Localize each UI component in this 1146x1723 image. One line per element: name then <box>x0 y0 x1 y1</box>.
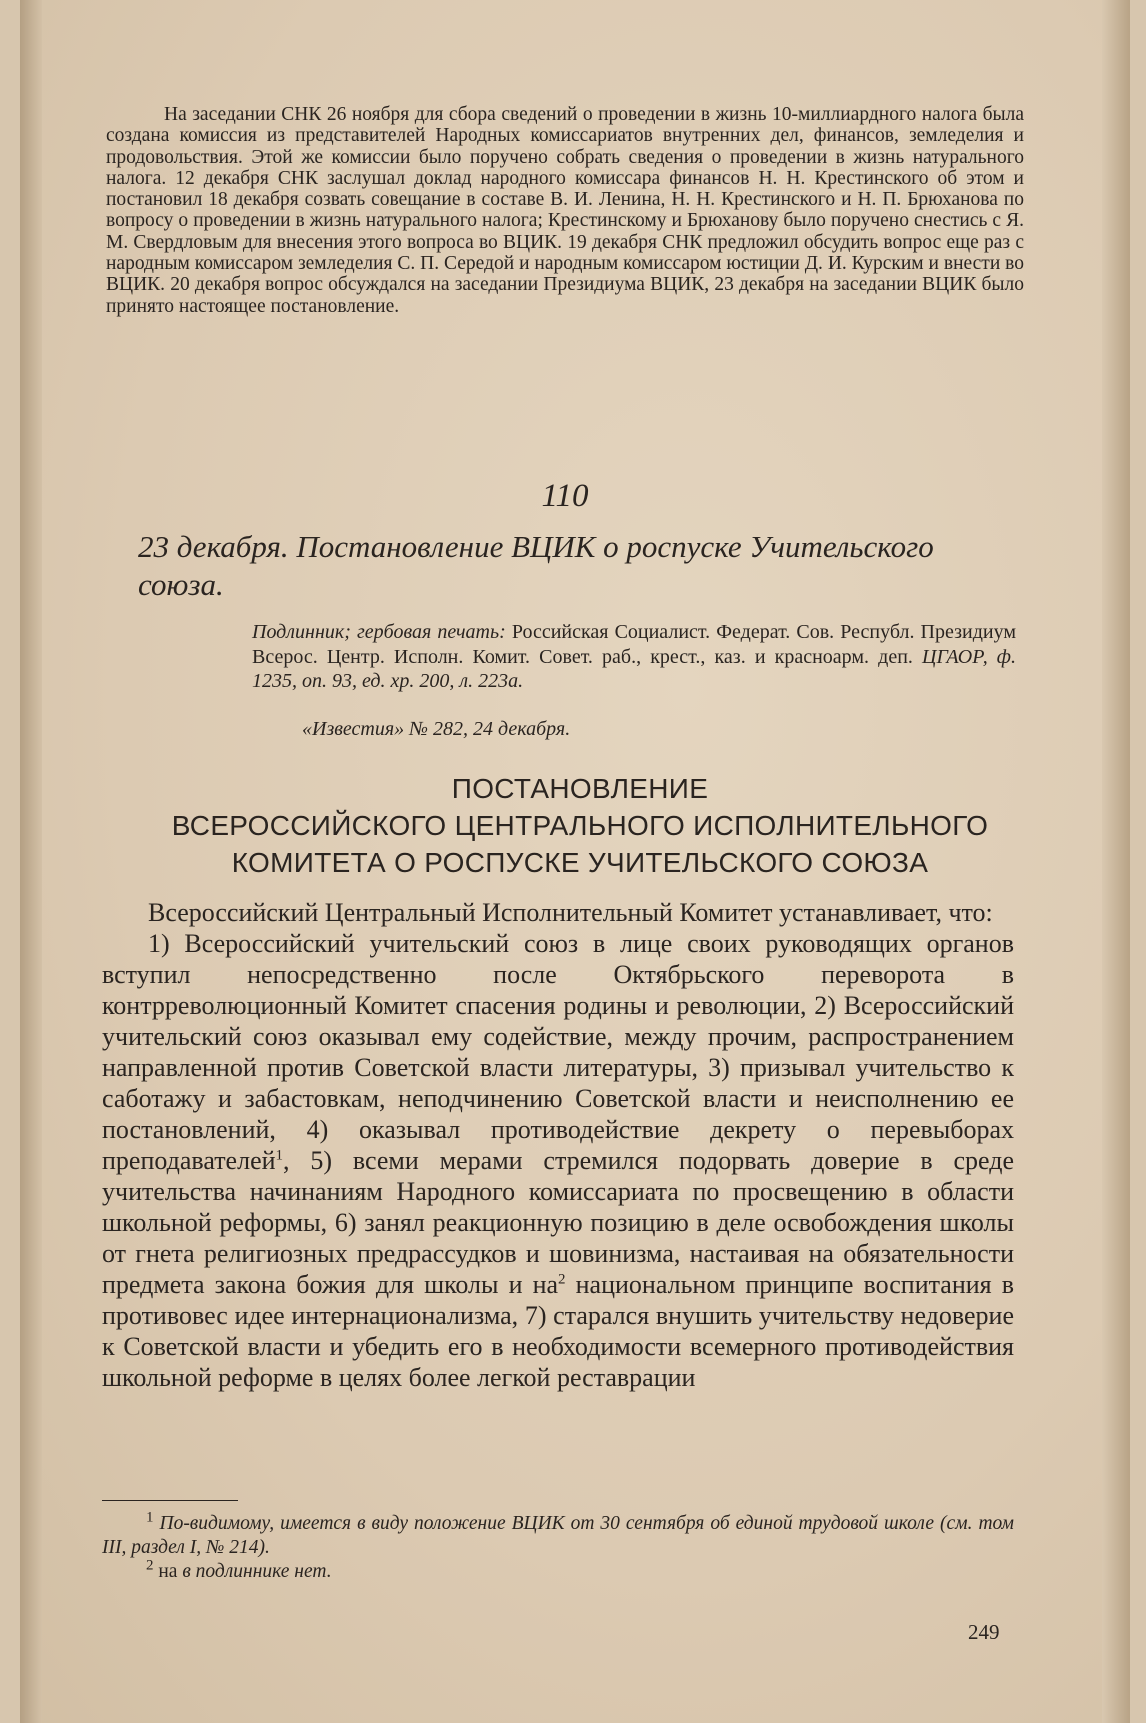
source-label: Подлинник; гербовая печать: <box>252 621 506 643</box>
title-line-3: КОМИТЕТА О РОСПУСКЕ УЧИТЕЛЬСКОГО СОЮЗА <box>231 847 929 878</box>
footnote-ref-1: 1 <box>275 1147 284 1164</box>
footnote-ref-2: 2 <box>558 1271 566 1288</box>
body-paragraph-2 <box>102 928 1014 1393</box>
intro-paragraph: На заседании СНК 26 ноября для сбора сведений о проведении в жизнь 10-миллиардного налога была создана комиссия из представителей Народных комиссариатов внутренних дел, финансов, земледелия и продовольствия. Этой же комиссии было поручено собрать сведения о проведении в жизнь натурального налога. 12 декабря СНК заслушал доклад народного комиссара финансов Н. Н. Крестинского об этом и постановил 18 декабря созвать совещание в составе В. И. Ленина, Н. Н. Крестинского и Н. П. Брюханова по вопросу о проведении в жизнь натурального налога; Крестинскому и Брюханову было поручено снестись с Я. М. Свердловым для внесения этого вопроса во ВЦИК. 19 декабря СНК предложил обсудить вопрос еще раз с народным комиссаром земледелия С. П. Середой и народным комиссаром юстиции Д. И. Курским и внести во ВЦИК. 20 декабря вопрос обсуждался на заседании Президиума ВЦИК, 23 декабря на заседании ВЦИК было принято настоящее постановление. <box>106 104 1024 317</box>
book-page <box>20 0 1130 1723</box>
page-number: 249 <box>968 1620 1000 1644</box>
archive-reference: ЦГАОР, ф. 1235, оп. 93, ед. хр. 200, л. 223а. <box>252 645 1016 692</box>
source-text: Российская Социалист. Федерат. Сов. Республ. Президиум Всерос. Центр. Исполн. Комит. Совет. раб., крест., каз. и красноарм. деп. <box>252 621 1016 668</box>
body-text-part-a: 1) Всероссийский учительский союз в лице своих руководящих органов вступил непосредственно после Октябрьского переворота в контрреволюционный Комитет спасения родины и революции, 2) Всероссийский учительский союз оказывал ему содействие, между прочим, распространением направленной против Советской власти литературы, 3) призывал учительство к саботажу и забастовкам, неподчинению Советской власти и неисполнению ее постановлений, 4) оказывал противодействие декрету о перевыборах преподавателей <box>102 929 1014 1175</box>
footnote-1-text: По-видимому, имеется в виду положение ВЦИК от 30 сентября об единой трудовой школе (см. том III, раздел I, № 214). <box>102 1513 1014 1558</box>
footnote-2 <box>102 1557 1014 1584</box>
document-heading: 23 декабря. Постановление ВЦИК о роспуске Учительского союза. <box>138 529 934 602</box>
title-line-2: ВСЕРОССИЙСКОГО ЦЕНТРАЛЬНОГО ИСПОЛНИТЕЛЬНОГО <box>171 810 989 841</box>
page-gutter-shadow <box>20 0 42 1723</box>
resolution-title <box>80 770 1080 881</box>
publication-reference: «Известия» № 282, 24 декабря. <box>302 718 571 740</box>
body-text-part-c: национальном принципе воспитания в противовес идее интернационализма, 7) старался внушить учительству недоверие к Советской власти и убедить его в необходимости всемерного противодействия школьной реформе в целях более легкой реставрации <box>102 1270 1014 1392</box>
footnote-1-mark: 1 <box>146 1509 154 1526</box>
footnote-2-plain: на <box>158 1561 178 1582</box>
footnote-1 <box>102 1509 1014 1560</box>
footnotes <box>102 1509 1014 1584</box>
document-number: 110 <box>541 478 589 514</box>
footnote-divider <box>102 1500 238 1501</box>
source-note <box>252 620 1016 694</box>
footnote-2-mark: 2 <box>146 1557 154 1574</box>
body-text-part-b: , 5) всеми мерами стремился подорвать доверие в среде учительства начинаниям Народного комиссариата по просвещению в области школьной реформы, 6) занял реакционную позицию в деле освобождения школы от гнета религиозных предрассудков и шовинизма, настаивая на обязательности предмета закона божия для школы и на <box>102 1146 1014 1299</box>
resolution-body <box>102 897 1014 1393</box>
title-line-1: ПОСТАНОВЛЕНИЕ <box>451 773 709 804</box>
page-edge <box>1102 0 1130 1723</box>
footnote-2-italic: в подлиннике нет. <box>182 1561 332 1582</box>
body-paragraph-1: Всероссийский Центральный Исполнительный Комитет устанавливает, что: <box>148 898 993 927</box>
